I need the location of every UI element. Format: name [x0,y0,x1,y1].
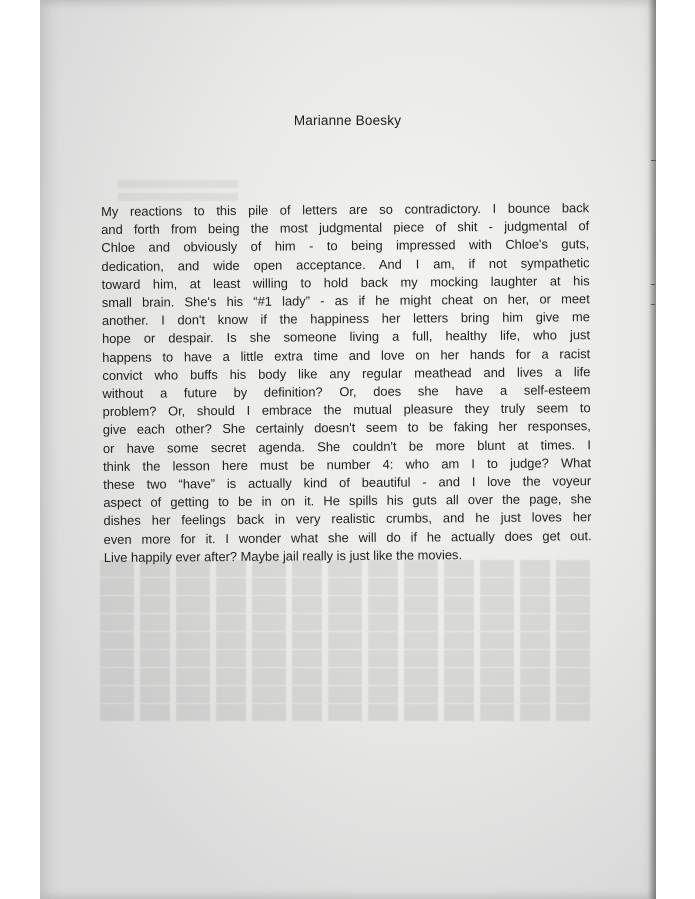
text-line: and forth from being the most judgmental piece of shit - judgmental of [101,218,590,238]
text-line: hope or despair. Is she someone living a full, healthy life, who just [102,327,591,347]
text-line: Chloe and obviously of him - to being impressed with Chloe's guts, [101,236,590,256]
text-line: dishes her feelings back in very realistic crumbs, and he just loves her [103,509,592,529]
page-heading: Marianne Boesky [293,113,402,128]
text-line: problem? Or, should I embrace the mutual pleasure they truly seem to [102,400,591,420]
bleed-through-text [100,560,590,730]
text-line: aspect of getting to be in on it. He spills his guts all over the page, she [103,491,592,511]
scan-mark-right-2 [651,284,655,285]
text-line: convict who buffs his body like any regular meathead and lives a life [102,363,591,383]
text-line: even more for it. I wonder what she will do if he actually does get out. [103,527,592,547]
text-line: give each other? She certainly doesn't seem to be faking her responses, [102,418,591,438]
text-line: dedication, and wide open acceptance. And I am, if not sympathetic [101,254,590,274]
text-line: Live happily ever after? Maybe jail really is just like the movies. [103,547,463,565]
scan-mark-right-1 [651,160,656,161]
text-line: another. I don't know if the happiness her letters bring him give me [101,309,590,329]
text-line: My reactions to this pile of letters are so contradictory. I bounce back [101,200,590,219]
text-line: small brain. She's his “#1 lady” - as if he might cheat on her, or meet [101,291,590,311]
text-line: without a future by definition? Or, does she have a self-esteem [102,382,591,402]
text-line: these two “have” is actually kind of beautiful - and I love the voyeur [103,473,592,493]
body-paragraph [101,199,592,567]
text-line: or have some secret agenda. She couldn't be more blunt at times. I [102,436,591,456]
text-line: think the lesson here must be number 4: who am I to judge? What [103,455,592,474]
text-line: toward him, at least willing to hold back my mocking laughter at his [101,272,590,292]
text-line: happens to have a little extra time and love on her hands for a racist [102,345,591,365]
scan-mark-right-3 [651,304,655,305]
